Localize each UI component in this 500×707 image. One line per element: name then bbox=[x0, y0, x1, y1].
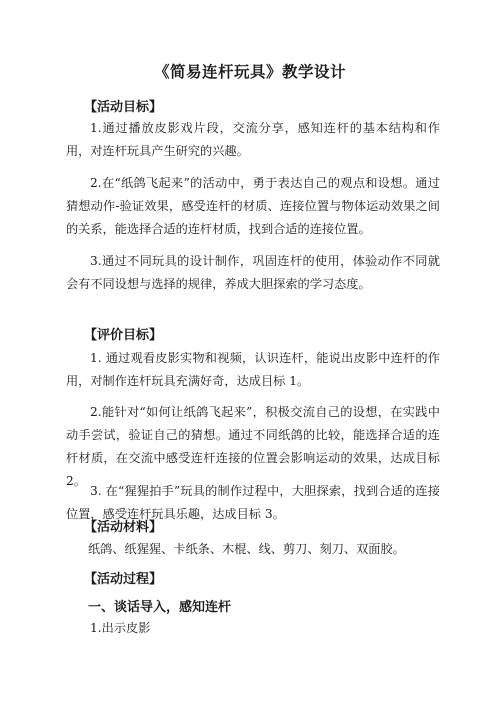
process-step-1-heading: 一、谈话导入，感知连杆 bbox=[88, 600, 232, 615]
process-step-1-item-1: 1.出示皮影 bbox=[90, 621, 151, 635]
evaluation-goal-3: 3. 在“猩猩拍手”玩具的制作过程中，大胆探索，找到合适的连接位置，感受连杆玩具乐趣，达成目标 3。 bbox=[66, 484, 440, 521]
section-heading-process: 【活动过程】 bbox=[84, 572, 163, 587]
activity-goal-1: 1.通过播放皮影戏片段，交流分享，感知连杆的基本结构和作用，对连杆玩具产生研究的兴趣。 bbox=[66, 121, 440, 158]
section-heading-materials: 【活动材料】 bbox=[84, 520, 163, 535]
section-heading-evaluation-goals: 【评价目标】 bbox=[84, 328, 163, 343]
section-heading-activity-goals: 【活动目标】 bbox=[84, 100, 163, 115]
activity-goal-3: 3.通过不同玩具的设计制作，巩固连杆的使用，体验动作不同就会有不同设想与选择的规律，养成大胆探索的学习态度。 bbox=[66, 254, 440, 291]
activity-goal-2: 2.在“纸鸽飞起来”的活动中，勇于表达自己的观点和设想。通过猜想动作-验证效果，感受连杆的材质、连接位置与物体运动效果之间的关系，能选择合适的连杆材质，找到合适的连接位置。 bbox=[66, 176, 440, 236]
page-title: 《简易连杆玩具》教学设计 bbox=[153, 62, 346, 81]
materials-list: 纸鸽、纸猩猩、卡纸条、木棍、线、剪刀、刻刀、双面胶。 bbox=[88, 542, 405, 556]
evaluation-goal-1: 1. 通过观看皮影实物和视频，认识连杆，能说出皮影中连杆的作用，对制作连杆玩具充满好奇，达成目标 1。 bbox=[66, 351, 440, 388]
evaluation-goal-2: 2.能针对“如何让纸鸽飞起来”，积极交流自己的设想，在实践中动手尝试，验证自己的猜想。通过不同纸鸽的比较，能选择合适的连杆材质，在交流中感受连杆连接的位置会影响运动的效果，达成目标 2。 bbox=[66, 405, 440, 488]
